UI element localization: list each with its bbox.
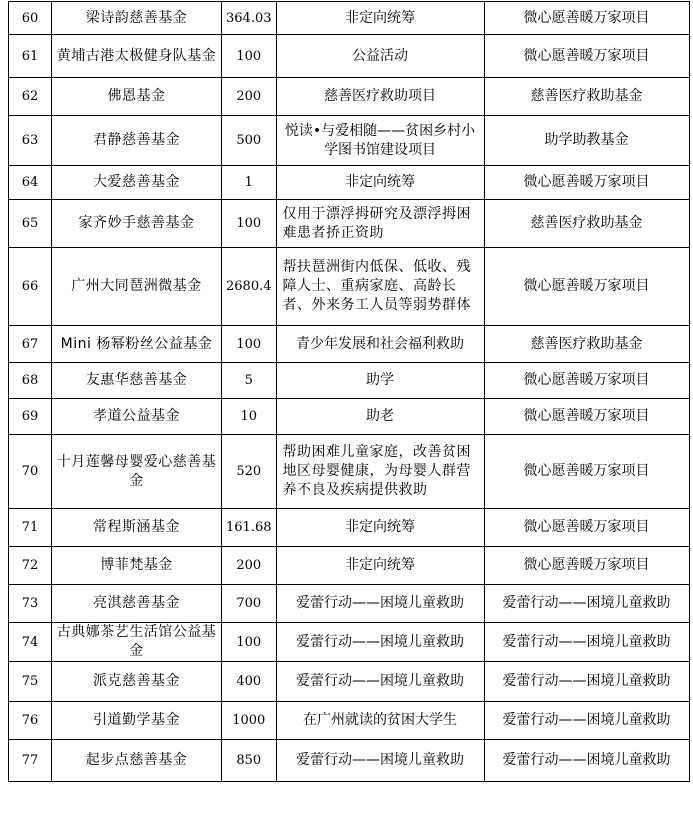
usage-cell: 非定向统筹 xyxy=(276,2,484,35)
amount-cell: 200 xyxy=(222,78,277,116)
amount-cell: 5 xyxy=(222,363,277,399)
project-cell: 爱蕾行动——困境儿童救助 xyxy=(484,702,689,740)
fund-name-cell: 起步点慈善基金 xyxy=(52,740,222,782)
fund-name-cell: 孝道公益基金 xyxy=(52,399,222,435)
amount-cell: 700 xyxy=(222,585,277,623)
table-row xyxy=(9,702,690,740)
table-row xyxy=(9,399,690,435)
row-number-cell: 77 xyxy=(9,740,52,782)
amount-cell: 400 xyxy=(222,662,277,702)
row-number-cell: 61 xyxy=(9,35,52,78)
row-number-cell: 70 xyxy=(9,435,52,509)
usage-cell: 悦读•与爱相随——贫困乡村小学图书馆建设项目 xyxy=(276,116,484,166)
fund-name-cell: 友惠华慈善基金 xyxy=(52,363,222,399)
fund-name-cell: 引道勤学基金 xyxy=(52,702,222,740)
table-row xyxy=(9,363,690,399)
project-cell: 微心愿善暖万家项目 xyxy=(484,363,689,399)
row-number-cell: 60 xyxy=(9,2,52,35)
row-number-cell: 72 xyxy=(9,547,52,585)
amount-cell: 1 xyxy=(222,166,277,200)
table-row xyxy=(9,200,690,248)
table-row xyxy=(9,547,690,585)
usage-cell: 仅用于漂浮拇研究及漂浮拇困难患者挢正资助 xyxy=(276,200,484,248)
table-row xyxy=(9,435,690,509)
row-number-cell: 71 xyxy=(9,509,52,547)
amount-cell: 200 xyxy=(222,547,277,585)
usage-cell: 青少年发展和社会福利救助 xyxy=(276,326,484,363)
usage-cell: 爱蕾行动——困境儿童救助 xyxy=(276,662,484,702)
project-cell: 微心愿善暖万家项目 xyxy=(484,435,689,509)
row-number-cell: 67 xyxy=(9,326,52,363)
row-number-cell: 68 xyxy=(9,363,52,399)
fund-name-cell: 佛恩基金 xyxy=(52,78,222,116)
row-number-cell: 66 xyxy=(9,248,52,326)
fund-name-cell: 广州大同琶洲微基金 xyxy=(52,248,222,326)
amount-cell: 100 xyxy=(222,200,277,248)
usage-cell: 在广州就读的贫困大学生 xyxy=(276,702,484,740)
table-row xyxy=(9,585,690,623)
usage-cell: 公益活动 xyxy=(276,35,484,78)
project-cell: 助学助教基金 xyxy=(484,116,689,166)
fund-name-cell: 常程斯涵基金 xyxy=(52,509,222,547)
project-cell: 爱蕾行动——困境儿童救助 xyxy=(484,623,689,662)
table-row xyxy=(9,35,690,78)
amount-cell: 1000 xyxy=(222,702,277,740)
fund-name-cell: 亮淇慈善基金 xyxy=(52,585,222,623)
project-cell: 爱蕾行动——困境儿童救助 xyxy=(484,662,689,702)
fund-name-cell: 十月莲馨母婴爱心慈善基金 xyxy=(52,435,222,509)
amount-cell: 100 xyxy=(222,623,277,662)
fund-name-cell: 博菲梵基金 xyxy=(52,547,222,585)
row-number-cell: 64 xyxy=(9,166,52,200)
table-row xyxy=(9,662,690,702)
usage-cell: 爱蕾行动——困境儿童救助 xyxy=(276,623,484,662)
fund-name-cell: 梁诗韵慈善基金 xyxy=(52,2,222,35)
usage-cell: 帮扶琶洲街内低保、低收、残障人士、重病家庭、高龄长者、外来务工人员等弱势群体 xyxy=(276,248,484,326)
project-cell: 慈善医疗救助基金 xyxy=(484,200,689,248)
row-number-cell: 74 xyxy=(9,623,52,662)
usage-cell: 爱蕾行动——困境儿童救助 xyxy=(276,740,484,782)
table-row xyxy=(9,248,690,326)
amount-cell: 10 xyxy=(222,399,277,435)
table-row xyxy=(9,740,690,782)
row-number-cell: 69 xyxy=(9,399,52,435)
project-cell: 微心愿善暖万家项目 xyxy=(484,547,689,585)
table-row xyxy=(9,623,690,662)
fund-name-cell: 家齐妙手慈善基金 xyxy=(52,200,222,248)
table-row xyxy=(9,2,690,35)
table-row xyxy=(9,78,690,116)
project-cell: 微心愿善暖万家项目 xyxy=(484,166,689,200)
project-cell: 爱蕾行动——困境儿童救助 xyxy=(484,585,689,623)
usage-cell: 非定向统筹 xyxy=(276,509,484,547)
usage-cell: 慈善医疗救助项目 xyxy=(276,78,484,116)
usage-cell: 助老 xyxy=(276,399,484,435)
amount-cell: 161.68 xyxy=(222,509,277,547)
amount-cell: 100 xyxy=(222,35,277,78)
amount-cell: 850 xyxy=(222,740,277,782)
fund-name-cell: 君静慈善基金 xyxy=(52,116,222,166)
table-row xyxy=(9,509,690,547)
amount-cell: 520 xyxy=(222,435,277,509)
row-number-cell: 73 xyxy=(9,585,52,623)
row-number-cell: 63 xyxy=(9,116,52,166)
table-row xyxy=(9,326,690,363)
project-cell: 微心愿善暖万家项目 xyxy=(484,2,689,35)
table-body xyxy=(9,2,690,782)
table-row xyxy=(9,166,690,200)
amount-cell: 500 xyxy=(222,116,277,166)
project-cell: 微心愿善暖万家项目 xyxy=(484,248,689,326)
fund-name-cell: 古典娜茶艺生活馆公益基金 xyxy=(52,623,222,662)
amount-cell: 100 xyxy=(222,326,277,363)
usage-cell: 助学 xyxy=(276,363,484,399)
fund-name-cell: 派克慈善基金 xyxy=(52,662,222,702)
project-cell: 微心愿善暖万家项目 xyxy=(484,399,689,435)
row-number-cell: 75 xyxy=(9,662,52,702)
fund-name-cell: 大爱慈善基金 xyxy=(52,166,222,200)
table-row xyxy=(9,116,690,166)
usage-cell: 帮助困难儿童家庭，改善贫困地区母婴健康，为母婴人群营养不良及疾病提供救助 xyxy=(276,435,484,509)
row-number-cell: 65 xyxy=(9,200,52,248)
project-cell: 微心愿善暖万家项目 xyxy=(484,509,689,547)
fund-name-cell: Mini 杨幂粉丝公益基金 xyxy=(52,326,222,363)
amount-cell: 2680.4 xyxy=(222,248,277,326)
project-cell: 爱蕾行动——困境儿童救助 xyxy=(484,740,689,782)
project-cell: 慈善医疗救助基金 xyxy=(484,326,689,363)
usage-cell: 爱蕾行动——困境儿童救助 xyxy=(276,585,484,623)
usage-cell: 非定向统筹 xyxy=(276,547,484,585)
row-number-cell: 76 xyxy=(9,702,52,740)
project-cell: 微心愿善暖万家项目 xyxy=(484,35,689,78)
amount-cell: 364.03 xyxy=(222,2,277,35)
row-number-cell: 62 xyxy=(9,78,52,116)
donation-table xyxy=(8,1,690,782)
fund-name-cell: 黄埔古港太极健身队基金 xyxy=(52,35,222,78)
project-cell: 慈善医疗救助基金 xyxy=(484,78,689,116)
usage-cell: 非定向统筹 xyxy=(276,166,484,200)
